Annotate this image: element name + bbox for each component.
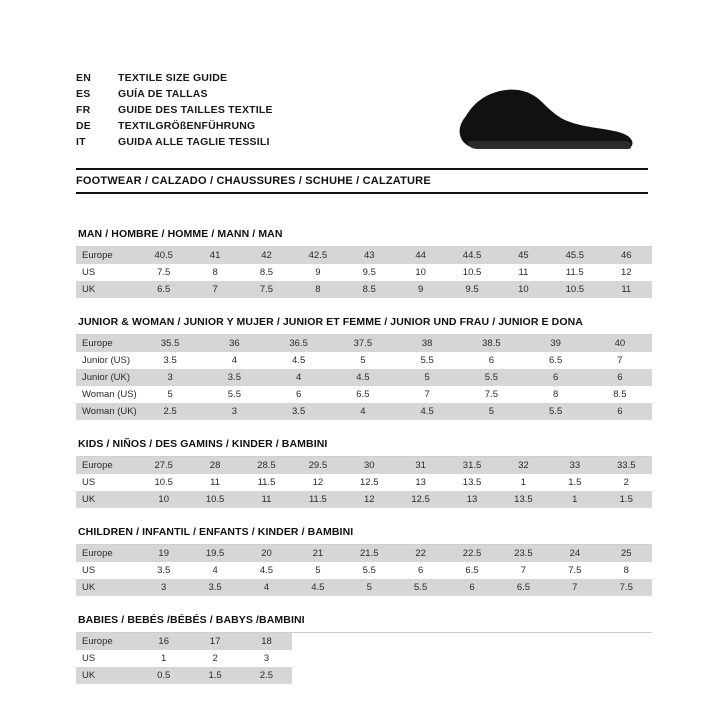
size-cell: 0.5: [138, 667, 189, 684]
size-cell: [446, 650, 497, 667]
size-cell: [601, 667, 652, 684]
size-cell: [344, 633, 395, 650]
size-cell: 4: [202, 352, 266, 369]
row-label: UK: [76, 491, 138, 508]
row-label: Europe: [76, 457, 138, 474]
size-cell: 43: [344, 247, 395, 264]
size-cell: 12: [292, 474, 343, 491]
size-cell: 5: [331, 352, 395, 369]
size-cell: 4: [189, 562, 240, 579]
size-cell: 6: [588, 369, 652, 386]
size-cell: 19.5: [189, 545, 240, 562]
size-cell: 17: [189, 633, 240, 650]
size-cell: 38.5: [459, 335, 523, 352]
size-cell: [601, 633, 652, 650]
size-cell: 39: [524, 335, 588, 352]
size-cell: [549, 667, 600, 684]
table-row: [76, 352, 652, 369]
size-cell: 12: [601, 264, 652, 281]
size-table-body: [76, 633, 652, 684]
size-cell: [344, 667, 395, 684]
language-title: GUIDA ALLE TAGLIE TESSILI: [118, 136, 270, 148]
size-cell: 12: [344, 491, 395, 508]
size-cell: 4: [241, 579, 292, 596]
size-cell: 41: [189, 247, 240, 264]
size-cell: 44: [395, 247, 446, 264]
size-cell: 11.5: [292, 491, 343, 508]
size-table-body: [76, 335, 652, 420]
size-cell: 42: [241, 247, 292, 264]
table-row: [76, 247, 652, 264]
table-row: [76, 474, 652, 491]
size-cell: [292, 633, 343, 650]
size-table: [76, 335, 652, 420]
size-block-title: CHILDREN / INFANTIL / ENFANTS / KINDER / BAMBINI: [76, 526, 652, 545]
size-cell: 23.5: [498, 545, 549, 562]
size-cell: 6: [395, 562, 446, 579]
footwear-category-bar: [76, 168, 648, 194]
size-cell: 29.5: [292, 457, 343, 474]
row-label: Europe: [76, 545, 138, 562]
size-block-title: KIDS / NIÑOS / DES GAMINS / KINDER / BAMBINI: [76, 438, 652, 457]
size-cell: [549, 633, 600, 650]
table-row: [76, 650, 652, 667]
dress-shoe-icon: [448, 78, 648, 158]
size-cell: 5.5: [202, 386, 266, 403]
size-cell: 5: [459, 403, 523, 420]
row-label: Junior (UK): [76, 369, 138, 386]
size-cell: 10.5: [138, 474, 189, 491]
size-cell: 5.5: [524, 403, 588, 420]
size-cell: 9.5: [344, 264, 395, 281]
size-cell: 11.5: [241, 474, 292, 491]
size-cell: 1.5: [549, 474, 600, 491]
size-cell: 3.5: [267, 403, 331, 420]
size-cell: 11: [241, 491, 292, 508]
size-cell: 5: [395, 369, 459, 386]
size-cell: 46: [601, 247, 652, 264]
size-cell: 10: [138, 491, 189, 508]
size-cell: 8: [524, 386, 588, 403]
size-cell: 5.5: [395, 579, 446, 596]
row-label: UK: [76, 667, 138, 684]
size-cell: 6.5: [331, 386, 395, 403]
size-cell: 2.5: [241, 667, 292, 684]
size-cell: 10: [498, 281, 549, 298]
size-cell: 25: [601, 545, 652, 562]
table-row: [76, 491, 652, 508]
size-cell: 32: [498, 457, 549, 474]
size-block-babies: [76, 614, 652, 684]
size-cell: [498, 667, 549, 684]
table-row: [76, 386, 652, 403]
size-cell: 7.5: [241, 281, 292, 298]
row-label: Junior (US): [76, 352, 138, 369]
size-cell: 33: [549, 457, 600, 474]
size-cell: 22: [395, 545, 446, 562]
language-code: FR: [76, 104, 91, 116]
footwear-category-label: FOOTWEAR / CALZADO / CHAUSSURES / SCHUHE / CALZATURE: [76, 175, 431, 187]
size-cell: 6.5: [524, 352, 588, 369]
size-block-title: JUNIOR & WOMAN / JUNIOR Y MUJER / JUNIOR ET FEMME / JUNIOR UND FRAU / JUNIOR E DONA: [76, 316, 652, 335]
size-cell: 5: [138, 386, 202, 403]
size-cell: 36: [202, 335, 266, 352]
size-cell: 5.5: [459, 369, 523, 386]
size-cell: 27.5: [138, 457, 189, 474]
size-table: [76, 457, 652, 508]
language-title: GUIDE DES TAILLES TEXTILE: [118, 104, 273, 116]
size-cell: 1: [549, 491, 600, 508]
size-block-title: BABIES / BEBÉS /BÉBÉS / BABYS /BAMBINI: [76, 614, 652, 633]
language-title: TEXTILE SIZE GUIDE: [118, 72, 228, 84]
size-cell: 9: [292, 264, 343, 281]
size-cell: 21.5: [344, 545, 395, 562]
size-cell: 2: [601, 474, 652, 491]
language-row: [76, 136, 273, 152]
row-label: Europe: [76, 633, 138, 650]
size-cell: 7.5: [549, 562, 600, 579]
size-cell: 6.5: [446, 562, 497, 579]
size-cell: 11: [189, 474, 240, 491]
size-cell: 12.5: [395, 491, 446, 508]
size-cell: 5.5: [344, 562, 395, 579]
size-cell: 11: [601, 281, 652, 298]
table-row: [76, 403, 652, 420]
size-cell: 4: [267, 369, 331, 386]
size-cell: [446, 667, 497, 684]
size-cell: 4: [331, 403, 395, 420]
size-cell: [344, 650, 395, 667]
size-cell: 6: [524, 369, 588, 386]
size-block-title: MAN / HOMBRE / HOMME / MANN / MAN: [76, 228, 652, 247]
size-cell: 7: [549, 579, 600, 596]
size-cell: 8: [601, 562, 652, 579]
row-label: Woman (UK): [76, 403, 138, 420]
size-cell: 6: [267, 386, 331, 403]
size-cell: 44.5: [446, 247, 497, 264]
size-cell: 4.5: [241, 562, 292, 579]
size-cell: 6.5: [498, 579, 549, 596]
size-cell: 18: [241, 633, 292, 650]
size-cell: 20: [241, 545, 292, 562]
size-cell: 9: [395, 281, 446, 298]
language-code: DE: [76, 120, 91, 132]
size-cell: 8: [292, 281, 343, 298]
language-row: [76, 88, 273, 104]
size-cell: 45.5: [549, 247, 600, 264]
size-cell: [446, 633, 497, 650]
size-cell: [395, 633, 446, 650]
size-cell: 21: [292, 545, 343, 562]
size-cell: [395, 667, 446, 684]
size-cell: 7: [588, 352, 652, 369]
size-cell: 12.5: [344, 474, 395, 491]
size-cell: 38: [395, 335, 459, 352]
size-cell: 35.5: [138, 335, 202, 352]
row-label: Europe: [76, 247, 138, 264]
table-row: [76, 667, 652, 684]
size-cell: 3.5: [202, 369, 266, 386]
size-blocks: [76, 228, 652, 702]
row-label: US: [76, 650, 138, 667]
row-label: Woman (US): [76, 386, 138, 403]
size-cell: [395, 650, 446, 667]
size-cell: 1: [138, 650, 189, 667]
size-cell: 28.5: [241, 457, 292, 474]
size-cell: 11: [498, 264, 549, 281]
table-row: [76, 562, 652, 579]
size-cell: 1.5: [189, 667, 240, 684]
size-cell: 22.5: [446, 545, 497, 562]
size-cell: 3.5: [138, 562, 189, 579]
size-cell: 40.5: [138, 247, 189, 264]
size-cell: 5: [344, 579, 395, 596]
size-cell: 9.5: [446, 281, 497, 298]
language-title: TEXTILGRÖßENFÜHRUNG: [118, 120, 256, 132]
size-cell: 13: [446, 491, 497, 508]
row-label: Europe: [76, 335, 138, 352]
language-title: GUÍA DE TALLAS: [118, 88, 208, 100]
row-label: UK: [76, 579, 138, 596]
size-cell: [549, 650, 600, 667]
size-cell: 6: [459, 352, 523, 369]
size-cell: 3.5: [189, 579, 240, 596]
size-cell: 16: [138, 633, 189, 650]
size-cell: 36.5: [267, 335, 331, 352]
size-cell: 8.5: [344, 281, 395, 298]
size-cell: 4.5: [395, 403, 459, 420]
size-cell: 7.5: [138, 264, 189, 281]
size-cell: [498, 650, 549, 667]
table-row: [76, 633, 652, 650]
size-cell: 10.5: [189, 491, 240, 508]
row-label: US: [76, 562, 138, 579]
size-cell: 11.5: [549, 264, 600, 281]
size-cell: 45: [498, 247, 549, 264]
size-cell: 13.5: [446, 474, 497, 491]
language-row: [76, 72, 273, 88]
size-cell: 3.5: [138, 352, 202, 369]
size-cell: 10: [395, 264, 446, 281]
row-label: US: [76, 474, 138, 491]
size-cell: 7.5: [459, 386, 523, 403]
language-code: IT: [76, 136, 86, 148]
size-block-children: [76, 526, 652, 596]
size-cell: 30: [344, 457, 395, 474]
size-cell: 42.5: [292, 247, 343, 264]
size-cell: 3: [202, 403, 266, 420]
table-row: [76, 335, 652, 352]
table-row: [76, 579, 652, 596]
size-cell: 3: [138, 579, 189, 596]
size-cell: 40: [588, 335, 652, 352]
size-cell: 10.5: [549, 281, 600, 298]
size-cell: 8: [189, 264, 240, 281]
size-cell: [601, 650, 652, 667]
size-block-man: [76, 228, 652, 298]
size-cell: 4.5: [267, 352, 331, 369]
language-row: [76, 120, 273, 136]
size-cell: 7.5: [601, 579, 652, 596]
size-cell: 6: [446, 579, 497, 596]
size-cell: 2.5: [138, 403, 202, 420]
language-code: ES: [76, 88, 91, 100]
table-row: [76, 545, 652, 562]
size-cell: 1.5: [601, 491, 652, 508]
table-row: [76, 264, 652, 281]
size-table-body: [76, 247, 652, 298]
table-row: [76, 281, 652, 298]
size-cell: 8.5: [241, 264, 292, 281]
size-cell: 31.5: [446, 457, 497, 474]
size-cell: 3: [241, 650, 292, 667]
size-cell: 37.5: [331, 335, 395, 352]
size-cell: 31: [395, 457, 446, 474]
size-cell: 5: [292, 562, 343, 579]
size-cell: 1: [498, 474, 549, 491]
size-cell: 13.5: [498, 491, 549, 508]
size-cell: [498, 633, 549, 650]
language-row: [76, 104, 273, 120]
size-cell: 13: [395, 474, 446, 491]
size-cell: 24: [549, 545, 600, 562]
size-cell: 33.5: [601, 457, 652, 474]
size-table: [76, 545, 652, 596]
size-table: [76, 633, 652, 684]
size-cell: 5.5: [395, 352, 459, 369]
size-table-body: [76, 545, 652, 596]
size-cell: 6.5: [138, 281, 189, 298]
table-row: [76, 369, 652, 386]
language-table: [76, 72, 273, 152]
size-table-body: [76, 457, 652, 508]
size-cell: [292, 650, 343, 667]
size-table: [76, 247, 652, 298]
size-cell: 3: [138, 369, 202, 386]
size-cell: 8.5: [588, 386, 652, 403]
row-label: US: [76, 264, 138, 281]
language-code: EN: [76, 72, 91, 84]
row-label: UK: [76, 281, 138, 298]
size-cell: [292, 667, 343, 684]
size-cell: 2: [189, 650, 240, 667]
size-block-kids: [76, 438, 652, 508]
size-cell: 4.5: [331, 369, 395, 386]
table-row: [76, 457, 652, 474]
size-cell: 6: [588, 403, 652, 420]
size-block-junior-woman: [76, 316, 652, 420]
size-cell: 10.5: [446, 264, 497, 281]
size-cell: 7: [498, 562, 549, 579]
size-cell: 19: [138, 545, 189, 562]
language-table-body: [76, 72, 273, 152]
size-cell: 28: [189, 457, 240, 474]
size-cell: 7: [189, 281, 240, 298]
size-cell: 4.5: [292, 579, 343, 596]
size-cell: 7: [395, 386, 459, 403]
